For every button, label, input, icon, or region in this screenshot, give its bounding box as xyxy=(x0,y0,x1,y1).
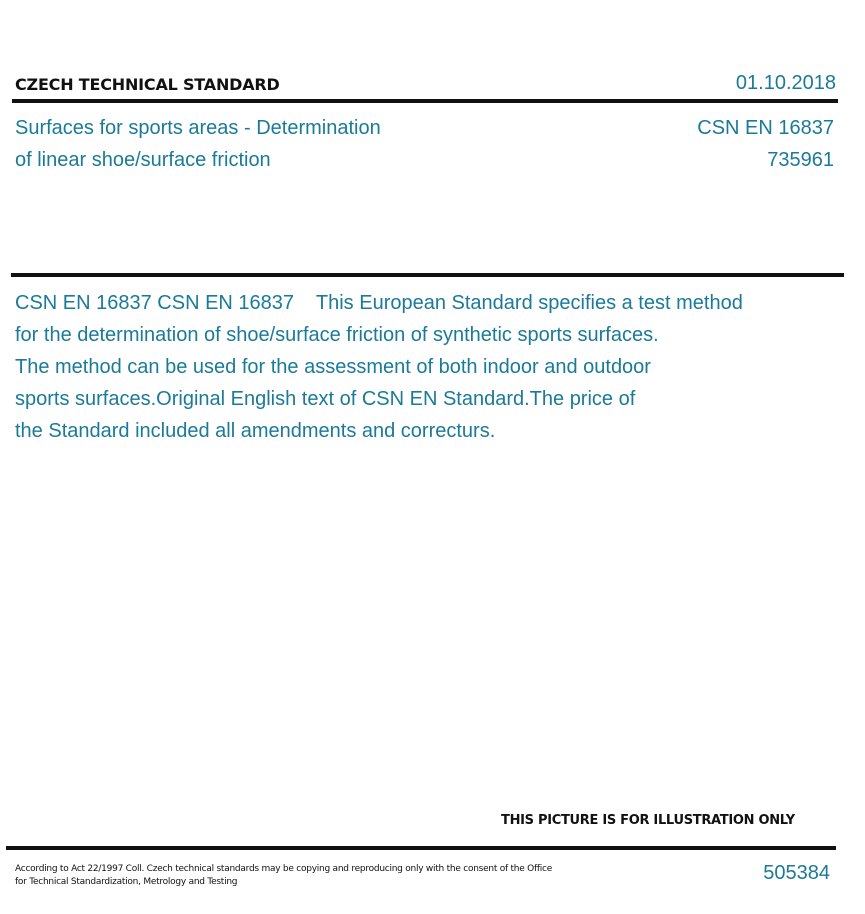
standard-number: 735961 xyxy=(767,149,834,171)
legal-notice-line-2: for Technical Standardization, Metrology and Testing xyxy=(15,877,238,887)
standard-title-line-1: Surfaces for sports areas - Determination xyxy=(15,117,381,139)
standard-code: CSN EN 16837 xyxy=(697,117,834,139)
document-category: CZECH TECHNICAL STANDARD xyxy=(15,75,280,94)
publication-date: 01.10.2018 xyxy=(735,72,836,94)
catalog-number: 505384 xyxy=(763,862,830,884)
description-line-2: for the determination of shoe/surface friction of synthetic sports surfaces. xyxy=(15,324,659,346)
legal-notice-line-1: According to Act 22/1997 Coll. Czech technical standards may be copying and reproducing only with the consent of the Office xyxy=(15,864,553,874)
standard-title-line-2: of linear shoe/surface friction xyxy=(15,149,271,171)
description-line-5: the Standard included all amendments and correcturs. xyxy=(15,420,496,442)
header-divider xyxy=(12,99,838,103)
footer-divider xyxy=(6,846,836,850)
description-line-4: sports surfaces.Original English text of CSN EN Standard.The price of xyxy=(15,388,636,410)
description-line-1: CSN EN 16837 CSN EN 16837 This European Standard specifies a test method xyxy=(15,292,743,314)
illustration-notice: THIS PICTURE IS FOR ILLUSTRATION ONLY xyxy=(501,813,795,828)
description-line-3: The method can be used for the assessment of both indoor and outdoor xyxy=(15,356,651,378)
section-divider xyxy=(11,273,844,277)
